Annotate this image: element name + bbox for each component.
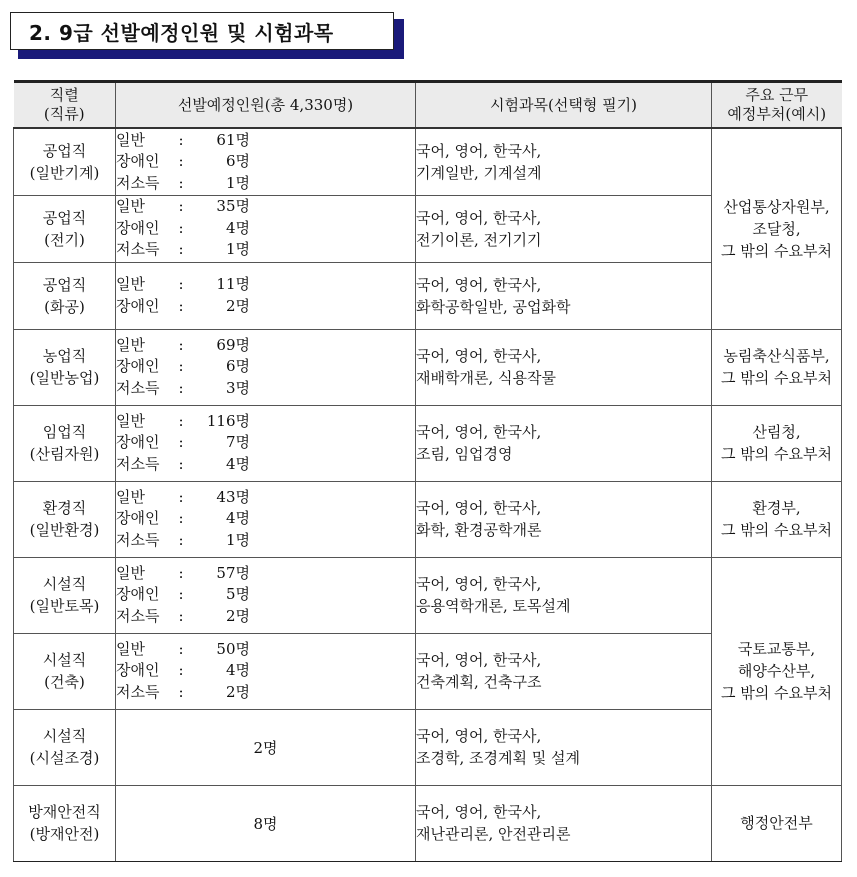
category-cell: 농업직 (일반농업) bbox=[14, 329, 116, 405]
category-cell: 시설직 (일반토목) bbox=[14, 557, 116, 633]
agency-cell: 환경부, 그 밖의 수요부처 bbox=[712, 481, 842, 557]
quota-cell: 8명 bbox=[116, 785, 416, 861]
table-row bbox=[14, 481, 842, 557]
quota-cell: 일반 : 116명 장애인 : 7명 저소득 : 4명 bbox=[116, 405, 416, 481]
subjects-cell: 국어, 영어, 한국사, 화학, 환경공학개론 bbox=[416, 481, 712, 557]
agency-cell: 산업통상자원부, 조달청, 그 밖의 수요부처 bbox=[712, 128, 842, 329]
category-cell: 임업직 (산림자원) bbox=[14, 405, 116, 481]
category-cell: 환경직 (일반환경) bbox=[14, 481, 116, 557]
category-cell: 공업직 (전기) bbox=[14, 195, 116, 262]
subjects-cell: 국어, 영어, 한국사, 화학공학일반, 공업화학 bbox=[416, 262, 712, 329]
agency-cell: 산림청, 그 밖의 수요부처 bbox=[712, 405, 842, 481]
recruitment-table bbox=[13, 80, 842, 862]
category-cell: 시설직 (건축) bbox=[14, 633, 116, 709]
section-title: 2. 9급 선발예정인원 및 시험과목 bbox=[10, 12, 394, 50]
quota-cell: 2명 bbox=[116, 709, 416, 785]
quota-cell: 일반 : 43명 장애인 : 4명 저소득 : 1명 bbox=[116, 481, 416, 557]
quota-cell: 일반 : 35명 장애인 : 4명 저소득 : 1명 bbox=[116, 195, 416, 262]
subjects-cell: 국어, 영어, 한국사, 응용역학개론, 토목설계 bbox=[416, 557, 712, 633]
subjects-cell: 국어, 영어, 한국사, 재난관리론, 안전관리론 bbox=[416, 785, 712, 861]
category-cell: 방재안전직 (방재안전) bbox=[14, 785, 116, 861]
subjects-cell: 국어, 영어, 한국사, 재배학개론, 식용작물 bbox=[416, 329, 712, 405]
agency-cell: 농림축산식품부, 그 밖의 수요부처 bbox=[712, 329, 842, 405]
agency-cell: 행정안전부 bbox=[712, 785, 842, 861]
subjects-cell: 국어, 영어, 한국사, 건축계획, 건축구조 bbox=[416, 633, 712, 709]
header-quota: 선발예정인원(총 4,330명) bbox=[116, 82, 416, 129]
quota-cell: 일반 : 61명 장애인 : 6명 저소득 : 1명 bbox=[116, 128, 416, 195]
header-subjects: 시험과목(선택형 필기) bbox=[416, 82, 712, 129]
subjects-cell: 국어, 영어, 한국사, 조경학, 조경계획 및 설계 bbox=[416, 709, 712, 785]
header-category: 직렬 (직류) bbox=[14, 82, 116, 129]
category-cell: 공업직 (화공) bbox=[14, 262, 116, 329]
header-agency: 주요 근무 예정부처(예시) bbox=[712, 82, 842, 129]
subjects-cell: 국어, 영어, 한국사, 전기이론, 전기기기 bbox=[416, 195, 712, 262]
quota-cell: 일반 : 11명 장애인 : 2명 bbox=[116, 262, 416, 329]
table-row bbox=[14, 329, 842, 405]
table-row bbox=[14, 128, 842, 195]
table-row bbox=[14, 557, 842, 633]
category-cell: 공업직 (일반기계) bbox=[14, 128, 116, 195]
quota-cell: 일반 : 57명 장애인 : 5명 저소득 : 2명 bbox=[116, 557, 416, 633]
quota-cell: 일반 : 69명 장애인 : 6명 저소득 : 3명 bbox=[116, 329, 416, 405]
category-cell: 시설직 (시설조경) bbox=[14, 709, 116, 785]
table-row bbox=[14, 785, 842, 861]
table-row bbox=[14, 405, 842, 481]
section-title-box bbox=[10, 12, 406, 60]
subjects-cell: 국어, 영어, 한국사, 기계일반, 기계설계 bbox=[416, 128, 712, 195]
subjects-cell: 국어, 영어, 한국사, 조림, 임업경영 bbox=[416, 405, 712, 481]
table-header-row bbox=[14, 82, 842, 129]
agency-cell: 국토교통부, 해양수산부, 그 밖의 수요부처 bbox=[712, 557, 842, 785]
quota-cell: 일반 : 50명 장애인 : 4명 저소득 : 2명 bbox=[116, 633, 416, 709]
